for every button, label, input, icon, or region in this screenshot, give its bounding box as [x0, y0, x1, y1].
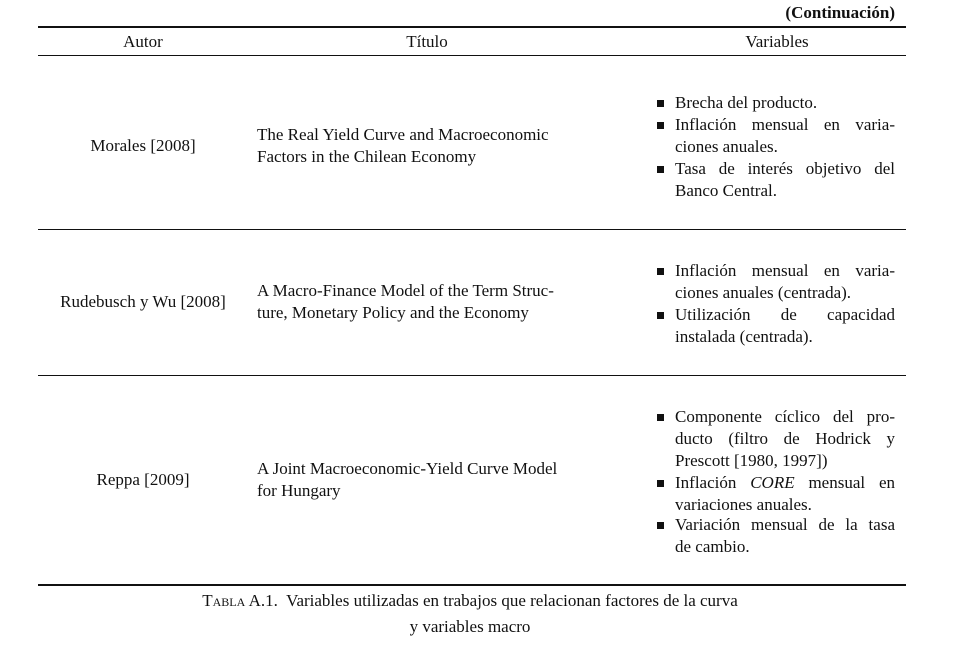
header-rule	[38, 55, 906, 56]
bullet-icon	[657, 312, 664, 319]
variable-line: ciones anuales (centrada).	[675, 283, 852, 302]
variable-line: instalada (centrada).	[675, 327, 813, 346]
variable-text: mensual en	[794, 473, 896, 492]
continuation-label: (Continuación)	[785, 3, 895, 22]
row-author: Morales [2008]	[90, 136, 196, 155]
variable-line: ducto (filtro de Hodrick y	[675, 429, 895, 448]
variable-line: Inflación mensual en varia-	[675, 261, 895, 280]
variable-line: Tasa de interés objetivo del	[675, 159, 895, 178]
row-author: Rudebusch y Wu [2008]	[60, 292, 226, 311]
header-author: Autor	[123, 32, 163, 51]
header-title: Título	[406, 32, 448, 51]
bullet-icon	[657, 522, 664, 529]
bullet-icon	[657, 166, 664, 173]
table-caption	[0, 590, 940, 612]
variable-line	[675, 472, 895, 494]
variable-line: Componente cíclico del pro-	[675, 407, 895, 426]
caption-line2: y variables macro	[409, 617, 531, 636]
variable-line: ciones anuales.	[675, 137, 778, 156]
row-title-line: Factors in the Chilean Economy	[257, 147, 477, 166]
bottom-rule	[38, 584, 906, 586]
variable-line: Banco Central.	[675, 181, 777, 200]
row-title-line: The Real Yield Curve and Macroeconomic	[257, 125, 549, 144]
variable-line: variaciones anuales.	[675, 495, 812, 514]
row-author: Reppa [2009]	[96, 470, 190, 489]
variable-line: de cambio.	[675, 537, 750, 556]
row-title-line: for Hungary	[257, 481, 341, 500]
bullet-icon	[657, 414, 664, 421]
row-divider	[38, 375, 906, 376]
bullet-icon	[657, 268, 664, 275]
variable-line: Utilización de capacidad	[675, 305, 895, 324]
bullet-icon	[657, 480, 664, 487]
bullet-icon	[657, 122, 664, 129]
caption-label: Tabla A.1.	[202, 591, 278, 610]
variable-text-italic: CORE	[750, 473, 795, 492]
bullet-icon	[657, 100, 664, 107]
variable-line: Variación mensual de la tasa	[675, 515, 895, 534]
row-title-line: A Joint Macroeconomic-Yield Curve Model	[257, 459, 558, 478]
variable-line: Inflación mensual en varia-	[675, 115, 895, 134]
caption-line1: Variables utilizadas en trabajos que relacionan factores de la curva	[286, 591, 738, 610]
header-variables: Variables	[745, 32, 809, 51]
variable-line: Prescott [1980, 1997])	[675, 451, 828, 470]
row-divider	[38, 229, 906, 230]
top-rule	[38, 26, 906, 28]
variable-line: Brecha del producto.	[675, 93, 818, 112]
row-title-line: A Macro-Finance Model of the Term Struc-	[257, 281, 554, 300]
variable-text: Inflación	[675, 473, 751, 492]
row-title-line: ture, Monetary Policy and the Economy	[257, 303, 529, 322]
